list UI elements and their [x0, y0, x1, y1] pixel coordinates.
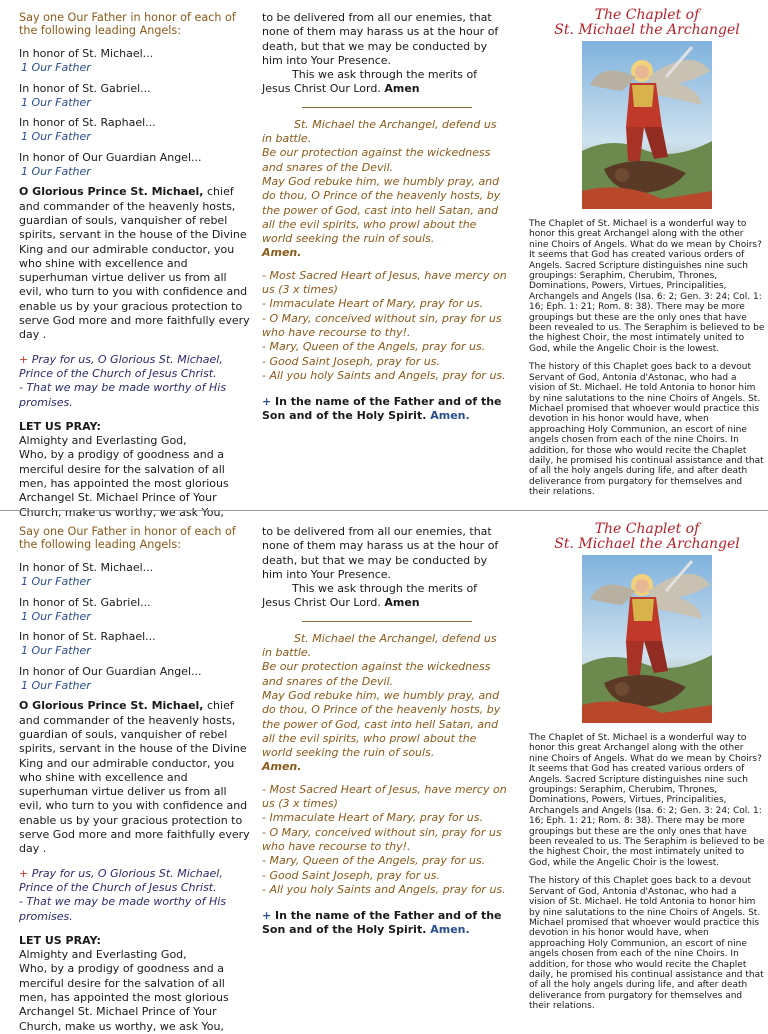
- st-michael-painting: [582, 555, 712, 723]
- final-amen: Amen.: [430, 409, 470, 423]
- st-michael-image: [582, 555, 712, 723]
- chaplet-title: [529, 8, 765, 38]
- glorious-prince-text: chief and commander of the heavenly hosts, guardian of souls, vanquisher of rebel spirits, servant in the house of the Divine King and our admirable conductor, you who shine with excellence and superhuman virtue deliver us from all evil, who turn to you with confidence and enable us by your gracious protection to serve God more and more faithfully every day .: [19, 699, 250, 856]
- chaplet-title: [529, 522, 765, 552]
- honor-line: In honor of St. Gabriel...: [19, 81, 151, 95]
- almighty-line: Almighty and Everlasting God,: [19, 434, 187, 448]
- amen-word: Amen: [384, 82, 420, 96]
- title-line-1: The Chaplet of: [594, 7, 700, 23]
- defend-line-1: St. Michael the Archangel, defend us in battle.: [262, 631, 497, 660]
- title-line-2: St. Michael the Archangel: [554, 22, 740, 38]
- almighty-line: Almighty and Everlasting God,: [19, 948, 187, 962]
- prodigy-text: Who, by a prodigy of goodness and a merciful desire for the salvation of all men, has appointed the most glorious Archangel St. Michael Prince of Your Church, make us worthy, we ask You,: [19, 962, 229, 1033]
- defend-line-3: May God rebuke him, we humbly pray, and do thou, O Prince of the heavenly hosts, by the power of God, cast into hell Satan, and all the evil spirits, who prowl about the world seeking the ruin of souls.: [262, 174, 501, 246]
- litany-list: [262, 783, 508, 897]
- our-father-line: 1 Our Father: [21, 95, 91, 109]
- honor-line: In honor of St. Michael...: [19, 561, 154, 574]
- history-paragraph: The history of this Chaplet goes back to a devout Servant of God, Antonia d'Astonac, who had a vision of St. Michael. He told Antonia to honor him by nine salutations to the nine Choirs of Angels. St. Michael promised that whoever would practice this devotion in his honor would have, when approaching Holy Communion, an escort of nine angels chosen from each of the nine Choirs. In addition, for those who would recite the Chaplet daily, he promised his continual assistance and that of all the holy angels during life, and after death deliverance from purgatory for themselves and their relations.: [529, 362, 764, 498]
- history-paragraph: The history of this Chaplet goes back to a devout Servant of God, Antonia d'Astonac, who had a vision of St. Michael. He told Antonia to honor him by nine salutations to the nine Choirs of Angels. St. Michael promised that whoever would practice this devotion in his honor would have, when approaching Holy Communion, an escort of nine angels chosen from each of the nine Choirs. In addition, for those who would recite the Chaplet daily, he promised his continual assistance and that of all the holy angels during life, and after death deliverance from purgatory for themselves and their relations.: [529, 876, 764, 1012]
- pray-for-us-text: Pray for us, O Glorious St. Michael, Prince of the Church of Jesus Christ.: [19, 352, 223, 380]
- litany-item: - All you holy Saints and Angels, pray for us.: [262, 368, 506, 382]
- litany-item: - Mary, Queen of the Angels, pray for us.: [262, 854, 486, 868]
- prayer-column-2: [262, 525, 508, 938]
- description-paragraph: The Chaplet of St. Michael is a wonderful way to honor this great Archangel along with the other nine Choirs of Angels. What do we mean by Choirs? It seems that God has created various orders of Angels. Sacred Scripture distinguishes nine such groupings: Seraphim, Cherubim, Thrones, Dominations, Powers, Virtues, Principalities, Archangels and Angels (Isa. 6: 2; Gen. 3: 24; Col. 1: 16; Eph. 1: 21; Rom. 8: 38). There may be more groupings but these are the only ones that have been revealed to us. The Seraphim is believed to be the highest Choir, the most intimately united to God, while the Angelic Choir is the lowest.: [529, 219, 765, 354]
- our-father-line: 1 Our Father: [21, 609, 91, 623]
- amen-word: Amen: [384, 596, 420, 610]
- chaplet-panel-bottom: [0, 514, 768, 1033]
- prayer-column-2: [262, 11, 508, 424]
- info-column: [529, 8, 765, 506]
- plus-sign: +: [19, 352, 29, 366]
- sign-of-cross-text: In the name of the Father and of the Son and of the Holy Spirit.: [262, 395, 502, 423]
- st-michael-painting: [582, 41, 712, 209]
- pray-for-us-text: Pray for us, O Glorious St. Michael, Prince of the Church of Jesus Christ.: [19, 866, 223, 894]
- merits-line: [262, 582, 508, 611]
- our-father-line: 1 Our Father: [21, 644, 91, 658]
- honor-line: In honor of St. Michael...: [19, 47, 154, 60]
- cut-line: [0, 510, 768, 511]
- merits-text: This we ask through the merits of Jesus Christ Our Lord.: [262, 68, 478, 96]
- defend-line-2: Be our protection against the wickedness and snares of the Devil.: [262, 660, 491, 688]
- glorious-prince-prayer: [19, 699, 251, 856]
- defend-amen: Amen.: [262, 760, 302, 774]
- intro-text: Say one Our Father in honor of each of the following leading Angels:: [19, 525, 236, 551]
- merits-line: [262, 68, 508, 97]
- description-paragraph: The Chaplet of St. Michael is a wonderful way to honor this great Archangel along with the other nine Choirs of Angels. What do we mean by Choirs? It seems that God has created various orders of Angels. Sacred Scripture distinguishes nine such groupings: Seraphim, Cherubim, Thrones, Dominations, Powers, Virtues, Principalities, Archangels and Angels (Isa. 6: 2; Gen. 3: 24; Col. 1: 16; Eph. 1: 21; Rom. 8: 38). There may be more groupings but these are the only ones that have been revealed to us. The Seraphim is believed to be the highest Choir, the most intimately united to God, while the Angelic Choir is the lowest.: [529, 733, 765, 868]
- plus-sign: +: [19, 866, 29, 880]
- title-line-2: St. Michael the Archangel: [554, 536, 740, 552]
- litany-list: [262, 269, 508, 383]
- chaplet-description: [529, 733, 765, 1012]
- invocation: [19, 353, 251, 410]
- let-us-pray-heading: LET US PRAY:: [19, 933, 101, 947]
- final-amen: Amen.: [430, 923, 470, 937]
- honor-line: In honor of St. Raphael...: [19, 630, 156, 644]
- litany-item: - Most Sacred Heart of Jesus, have mercy on us (3 x times): [262, 782, 507, 811]
- worthy-text: - That we may be made worthy of His promises.: [19, 381, 227, 409]
- worthy-text: - That we may be made worthy of His promises.: [19, 895, 227, 923]
- defend-amen: Amen.: [262, 246, 302, 260]
- litany-item: - Immaculate Heart of Mary, pray for us.: [262, 811, 483, 825]
- glorious-prince-text: chief and commander of the heavenly hosts, guardian of souls, vanquisher of rebel spirits, servant in the house of the Divine King and our admirable conductor, you who shine with excellence and superhuman virtue deliver us from all evil, who turn to you with confidence and enable us by your gracious protection to serve God more and more faithfully every day .: [19, 185, 250, 342]
- litany-item: - Immaculate Heart of Mary, pray for us.: [262, 297, 483, 311]
- defend-line-3: May God rebuke him, we humbly pray, and do thou, O Prince of the heavenly hosts, by the power of God, cast into hell Satan, and all the evil spirits, who prowl about the world seeking the ruin of souls.: [262, 688, 501, 760]
- our-father-line: 1 Our Father: [21, 61, 91, 75]
- sign-of-cross: [262, 395, 508, 424]
- chaplet-description: [529, 219, 765, 498]
- defend-line-2: Be our protection against the wickedness and snares of the Devil.: [262, 146, 491, 174]
- title-line-1: The Chaplet of: [594, 521, 700, 537]
- litany-item: - All you holy Saints and Angels, pray for us.: [262, 882, 506, 896]
- litany-item: - O Mary, conceived without sin, pray for us who have recourse to thy!.: [262, 311, 502, 339]
- prayer-column-1: [19, 525, 251, 1034]
- honor-line: In honor of St. Raphael...: [19, 116, 156, 130]
- litany-item: - Most Sacred Heart of Jesus, have mercy on us (3 x times): [262, 268, 507, 297]
- separator-line: [302, 107, 472, 108]
- intro-text: Say one Our Father in honor of each of the following leading Angels:: [19, 11, 236, 37]
- delivered-text: to be delivered from all our enemies, that none of them may harass us at the hour of death, but that we may be conducted by him into Your Presence.: [262, 525, 499, 581]
- let-us-pray-heading: LET US PRAY:: [19, 419, 101, 433]
- plus-sign: +: [262, 909, 272, 923]
- litany-item: - Good Saint Joseph, pray for us.: [262, 354, 440, 368]
- glorious-prince-title: O Glorious Prince St. Michael,: [19, 185, 204, 199]
- prayer-column-1: [19, 11, 251, 520]
- st-michael-image: [582, 41, 712, 209]
- our-father-line: 1 Our Father: [21, 679, 91, 693]
- merits-text: This we ask through the merits of Jesus Christ Our Lord.: [262, 582, 478, 610]
- honor-line: In honor of Our Guardian Angel...: [19, 150, 202, 164]
- sign-of-cross-text: In the name of the Father and of the Son and of the Holy Spirit.: [262, 909, 502, 937]
- litany-item: - Good Saint Joseph, pray for us.: [262, 868, 440, 882]
- our-father-line: 1 Our Father: [21, 130, 91, 144]
- our-father-line: 1 Our Father: [21, 575, 91, 589]
- plus-sign: +: [262, 395, 272, 409]
- invocation: [19, 867, 251, 924]
- info-column: [529, 522, 765, 1020]
- our-father-line: 1 Our Father: [21, 165, 91, 179]
- separator-line: [302, 621, 472, 622]
- delivered-text: to be delivered from all our enemies, that none of them may harass us at the hour of death, but that we may be conducted by him into Your Presence.: [262, 11, 499, 67]
- prodigy-text: Who, by a prodigy of goodness and a merciful desire for the salvation of all men, has appointed the most glorious Archangel St. Michael Prince of Your Church, make us worthy, we ask You,: [19, 448, 229, 519]
- honor-line: In honor of Our Guardian Angel...: [19, 664, 202, 678]
- glorious-prince-prayer: [19, 185, 251, 342]
- litany-item: - Mary, Queen of the Angels, pray for us.: [262, 340, 486, 354]
- litany-item: - O Mary, conceived without sin, pray for us who have recourse to thy!.: [262, 825, 502, 853]
- defend-line-1: St. Michael the Archangel, defend us in battle.: [262, 117, 497, 146]
- glorious-prince-title: O Glorious Prince St. Michael,: [19, 699, 204, 713]
- honor-line: In honor of St. Gabriel...: [19, 595, 151, 609]
- sign-of-cross: [262, 909, 508, 938]
